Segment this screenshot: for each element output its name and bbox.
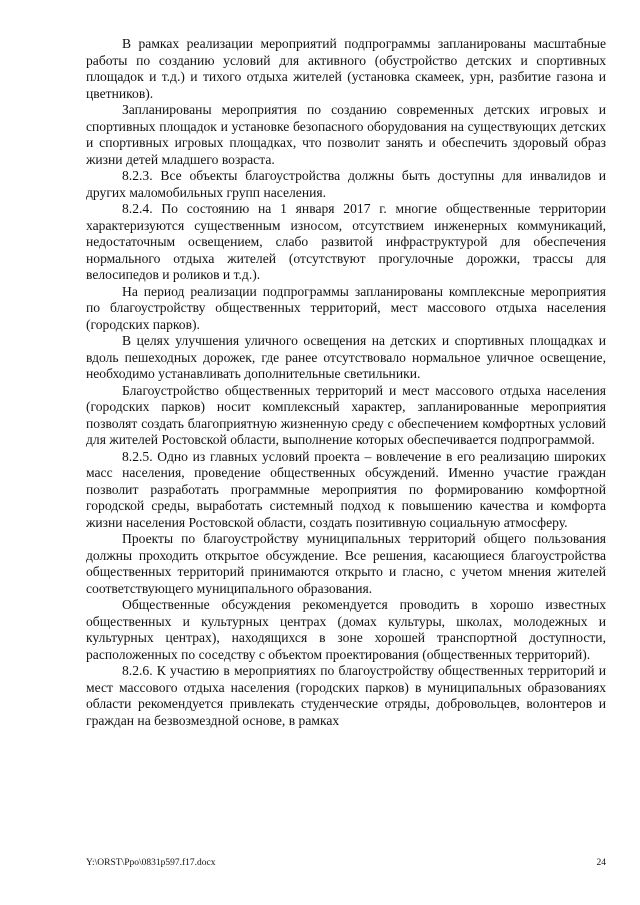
footer-file-path: Y:\ORST\Ppo\0831p597.f17.docx (86, 858, 216, 868)
paragraph-open-discussion: Проекты по благоустройству муниципальных территорий общего пользования должны проходить открытое обсуждение. Все решения, касающиеся благоустройства общественных территорий принимаются открыто и гласно, с учетом мнения жителей соответствующего муниципального образования. (86, 531, 606, 596)
page-footer (86, 856, 606, 870)
paragraph-8-2-3-accessibility: 8.2.3. Все объекты благоустройства должны быть доступны для инвалидов и других маломобильных групп населения. (86, 168, 606, 200)
paragraph-8-2-4-public-territories: 8.2.4. По состоянию на 1 января 2017 г. многие общественные территории характеризуются существенным износом, отсутствием инженерных коммуникаций, недостаточным освещением, слабо развитой инфраструктурой для обеспечения нормального отдыха жителей (отсутствуют прогулочные дорожки, трассы для велосипедов и роликов и т.д.). (86, 201, 606, 282)
paragraph-complex-measures: На период реализации подпрограммы запланированы комплексные мероприятия по благоустройству общественных территорий, мест массового отдыха населения (городских парков). (86, 283, 606, 332)
paragraph-8-2-6-volunteers: 8.2.6. К участию в мероприятиях по благоустройству общественных территорий и мест массового отдыха населения (городских парков) в муниципальных образованиях области рекомендуется привлекать студенческие отряды, добровольцев, волонтеров и граждан на безвозмездной основе, в рамках (86, 663, 606, 728)
paragraph-public-hearings: Общественные обсуждения рекомендуется проводить в хорошо известных общественных и культурных центрах (домах культуры, школах, молодежных и культурных центрах), находящихся в зоне хорошей транспортной доступности, расположенных по соседству с объектом проектирования (общественных территорий). (86, 597, 606, 662)
paragraph-8-2-5-public-involvement: 8.2.5. Одно из главных условий проекта – вовлечение в его реализацию широких масс населения, проведение общественных обсуждений. Именно участие граждан позволит разработать программные мероприятия по формированию комфортной городской среды, выработать системный подход к повышению качества и комфорта жизни населения Ростовской области, создать позитивную социальную атмосферу. (86, 448, 606, 530)
paragraph-playgrounds: Запланированы мероприятия по созданию современных детских игровых и спортивных площадок и установке безопасного оборудования на существующих детских и спортивных игровых площадках, что позволит занять и обеспечить здоровый образ жизни детей младшего возраста. (86, 102, 606, 167)
document-page (86, 36, 606, 729)
paragraph-landscaping: Благоустройство общественных территорий и мест массового отдыха населения (городских парков) носит комплексный характер, запланированные мероприятия позволят создать благоприятную жизненную среду с обеспечением комфортных условий для жителей Ростовской области, выполнение которых обеспечивается подпрограммой. (86, 382, 606, 447)
footer-page-number: 24 (596, 858, 606, 868)
paragraph-subprogram-works: В рамках реализации мероприятий подпрограммы запланированы масштабные работы по созданию условий для активного (обустройство детских и спортивных площадок и т.д.) и тихого отдыха жителей (установка скамеек, урн, разбитие газона и цветников). (86, 36, 606, 101)
paragraph-street-lighting: В целях улучшения уличного освещения на детских и спортивных площадках и вдоль пешеходных дорожек, где ранее отсутствовало нормальное уличное освещение, необходимо устанавливать дополнительные светильники. (86, 333, 606, 381)
